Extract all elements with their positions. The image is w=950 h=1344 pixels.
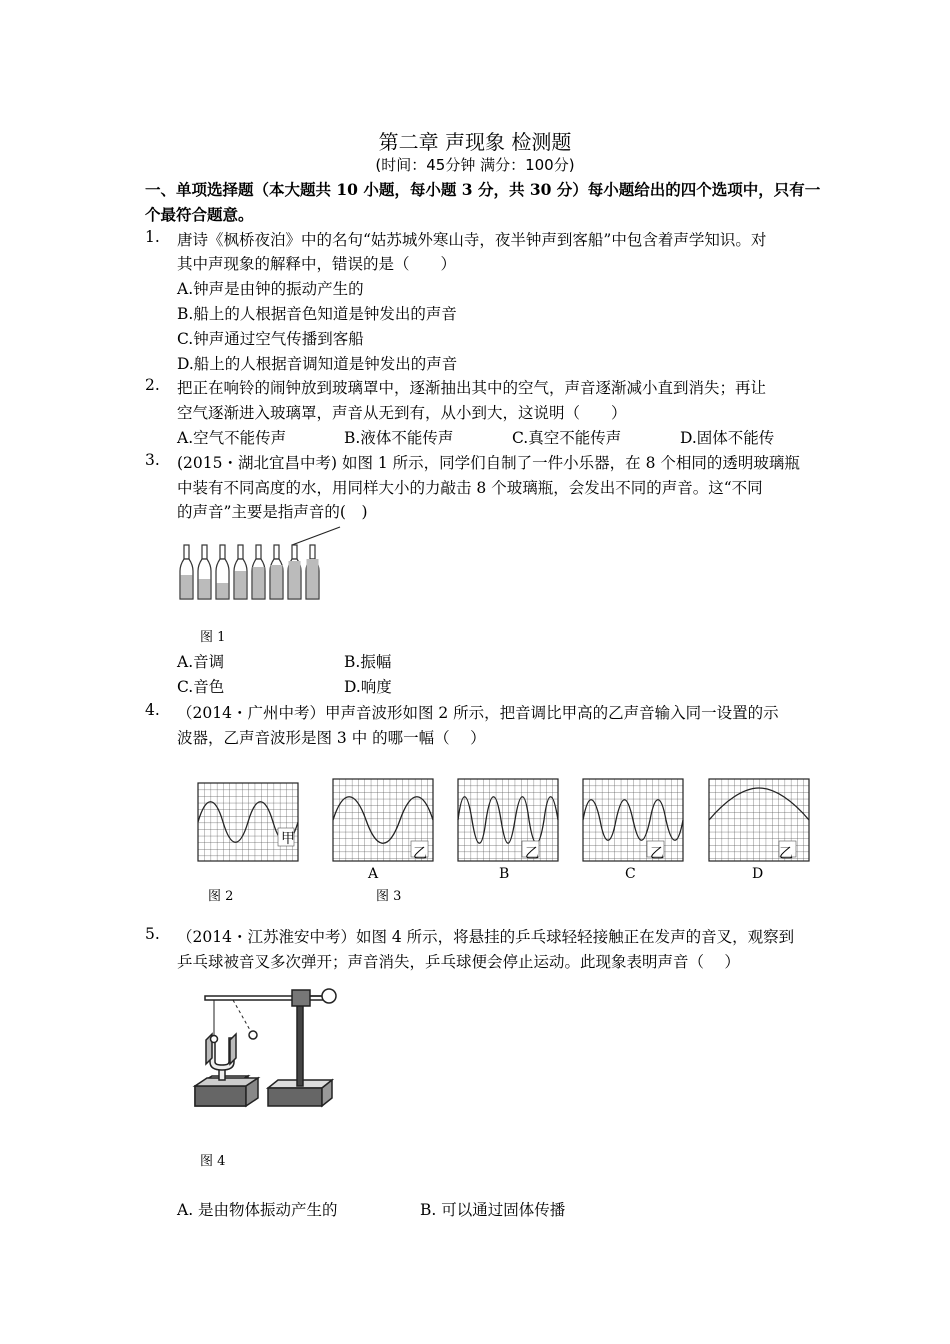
q3-number: 3. xyxy=(145,451,160,469)
label-yi-c: 乙 xyxy=(650,846,664,862)
q2-option-a: A.空气不能传声 xyxy=(177,429,287,447)
q1-option-c: C.钟声通过空气传播到客船 xyxy=(177,330,364,348)
figure-3-caption: 图 3 xyxy=(376,889,402,904)
q3-option-b: B.振幅 xyxy=(344,653,392,671)
figure-1-bottles xyxy=(176,525,346,605)
q5-line2: 乒乓球被音叉多次弹开；声音消失，乒乓球便会停止运动。此现象表明声音（ ） xyxy=(177,953,740,971)
q2-line1: 把正在响铃的闹钟放到玻璃罩中，逐渐抽出其中的空气，声音逐渐减小直到消失；再让 xyxy=(177,379,767,397)
option-c-label: C xyxy=(625,866,636,882)
q2-option-b: B.液体不能传声 xyxy=(344,429,454,447)
q2-number: 2. xyxy=(145,376,160,394)
page-title: 第二章 声现象 检测题 xyxy=(378,130,572,154)
figure-4-caption: 图 4 xyxy=(200,1154,226,1169)
section-heading-line2: 个最符合题意。 xyxy=(145,205,254,224)
oscilloscope-option-b xyxy=(458,779,560,863)
figure-2-caption: 图 2 xyxy=(208,889,234,904)
q4-line2: 波器，乙声音波形是图 3 中 的哪一幅（ ） xyxy=(177,729,486,747)
q5-line1: （2014・江苏淮安中考）如图 4 所示，将悬挂的乒乓球轻轻接触正在发声的音叉，观察到 xyxy=(177,928,795,946)
oscilloscope-figure-2 xyxy=(198,783,300,863)
option-d-label: D xyxy=(752,866,764,882)
label-yi-d: 乙 xyxy=(779,846,793,862)
q3-option-d: D.响度 xyxy=(344,678,392,696)
q3-line2: 中装有不同高度的水，用同样大小的力敲击 8 个玻璃瓶，会发出不同的声音。这“不同 xyxy=(177,479,763,497)
q1-line1: 唐诗《枫桥夜泊》中的名句“姑苏城外寒山寺，夜半钟声到客船”中包含着声学知识。对 xyxy=(177,231,767,249)
q1-option-a: A.钟声是由钟的振动产生的 xyxy=(177,280,364,298)
option-b-label: B xyxy=(499,866,510,882)
q1-option-d: D.船上的人根据音调知道是钟发出的声音 xyxy=(177,355,458,373)
figure-1-caption: 图 1 xyxy=(200,630,226,645)
q4-number: 4. xyxy=(145,701,160,719)
section-heading-line1: 一、单项选择题（本大题共 10 小题，每小题 3 分，共 30 分）每小题给出的四个选项中，只有一 xyxy=(145,180,821,199)
q5-number: 5. xyxy=(145,925,160,943)
oscilloscope-option-d xyxy=(709,779,811,863)
label-yi-a: 乙 xyxy=(413,846,427,862)
oscilloscope-option-c xyxy=(583,779,685,863)
q5-option-a: A. 是由物体振动产生的 xyxy=(177,1201,338,1219)
option-a-label: A xyxy=(368,866,379,882)
q1-number: 1. xyxy=(145,228,160,246)
q2-option-d: D.固体不能传 xyxy=(680,429,775,447)
q3-line1: (2015・湖北宜昌中考) 如图 1 所示，同学们自制了一件小乐器，在 8 个相同的透明玻璃瓶 xyxy=(177,454,800,472)
q5-option-b: B. 可以通过固体传播 xyxy=(420,1201,566,1219)
q3-option-c: C.音色 xyxy=(177,678,225,696)
q1-option-b: B.船上的人根据音色知道是钟发出的声音 xyxy=(177,305,457,323)
page-subtitle: (时间：45分钟 满分：100分) xyxy=(375,156,575,174)
q2-line2: 空气逐渐进入玻璃罩，声音从无到有，从小到大，这说明（ ） xyxy=(177,404,627,422)
q1-line2: 其中声现象的解释中，错误的是（ ） xyxy=(177,255,457,273)
label-jia: 甲 xyxy=(281,831,295,847)
figure-4-tuning-fork xyxy=(190,982,350,1112)
q3-line3: 的声音”主要是指声音的( ) xyxy=(177,503,368,521)
label-yi-b: 乙 xyxy=(525,846,539,862)
q2-option-c: C.真空不能传声 xyxy=(512,429,622,447)
q3-option-a: A.音调 xyxy=(177,653,225,671)
q4-line1: （2014・广州中考）甲声音波形如图 2 所示，把音调比甲高的乙声音输入同一设置的示 xyxy=(177,704,779,722)
